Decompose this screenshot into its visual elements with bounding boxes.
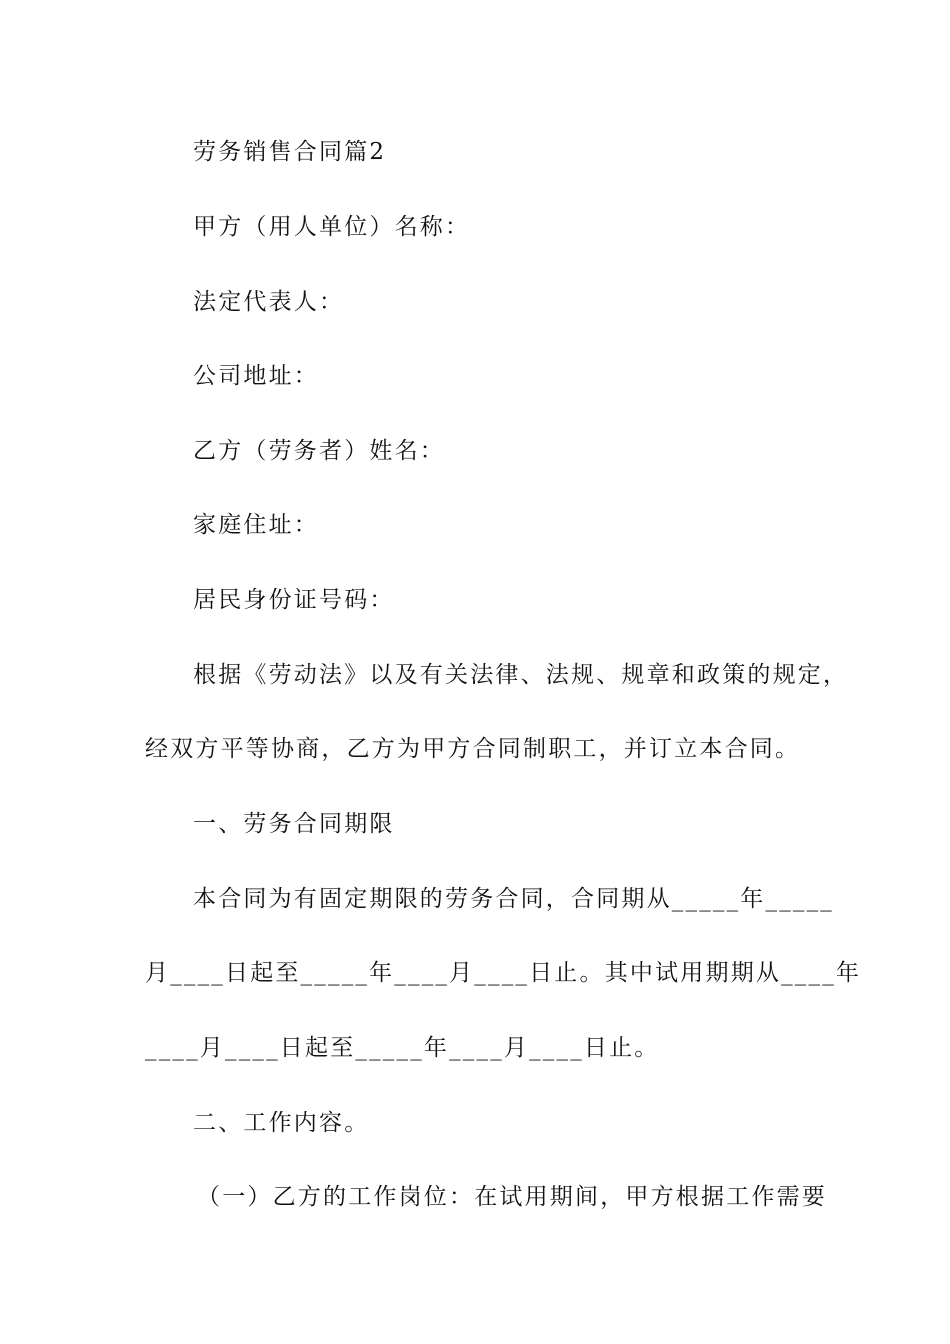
- section-1-line-1: 本合同为有固定期限的劳务合同，合同期从_____年_____: [193, 886, 834, 912]
- party-b-name-label: 乙方（劳务者）姓名：: [193, 438, 445, 464]
- document-title: 劳务销售合同篇2: [193, 139, 387, 165]
- preamble-line-2: 经双方平等协商，乙方为甲方合同制职工，并订立本合同。: [145, 736, 801, 762]
- party-a-name-label: 甲方（用人单位）名称：: [193, 214, 471, 240]
- company-address-label: 公司地址：: [193, 363, 319, 389]
- legal-representative-label: 法定代表人：: [193, 289, 345, 315]
- section-1-line-3: ____月____日起至_____年____月____日止。: [145, 1035, 660, 1061]
- section-2-heading: 二、工作内容。: [193, 1110, 370, 1136]
- section-1-heading: 一、劳务合同期限: [193, 811, 395, 837]
- home-address-label: 家庭住址：: [193, 512, 319, 538]
- section-1-line-2: 月____日起至_____年____月____日止。其中试用期期从____年: [145, 960, 862, 986]
- preamble-line-1: 根据《劳动法》以及有关法律、法规、规章和政策的规定，: [193, 662, 849, 688]
- id-number-label: 居民身份证号码：: [193, 587, 395, 613]
- section-2-item-1: （一）乙方的工作岗位：在试用期间，甲方根据工作需要: [197, 1184, 827, 1210]
